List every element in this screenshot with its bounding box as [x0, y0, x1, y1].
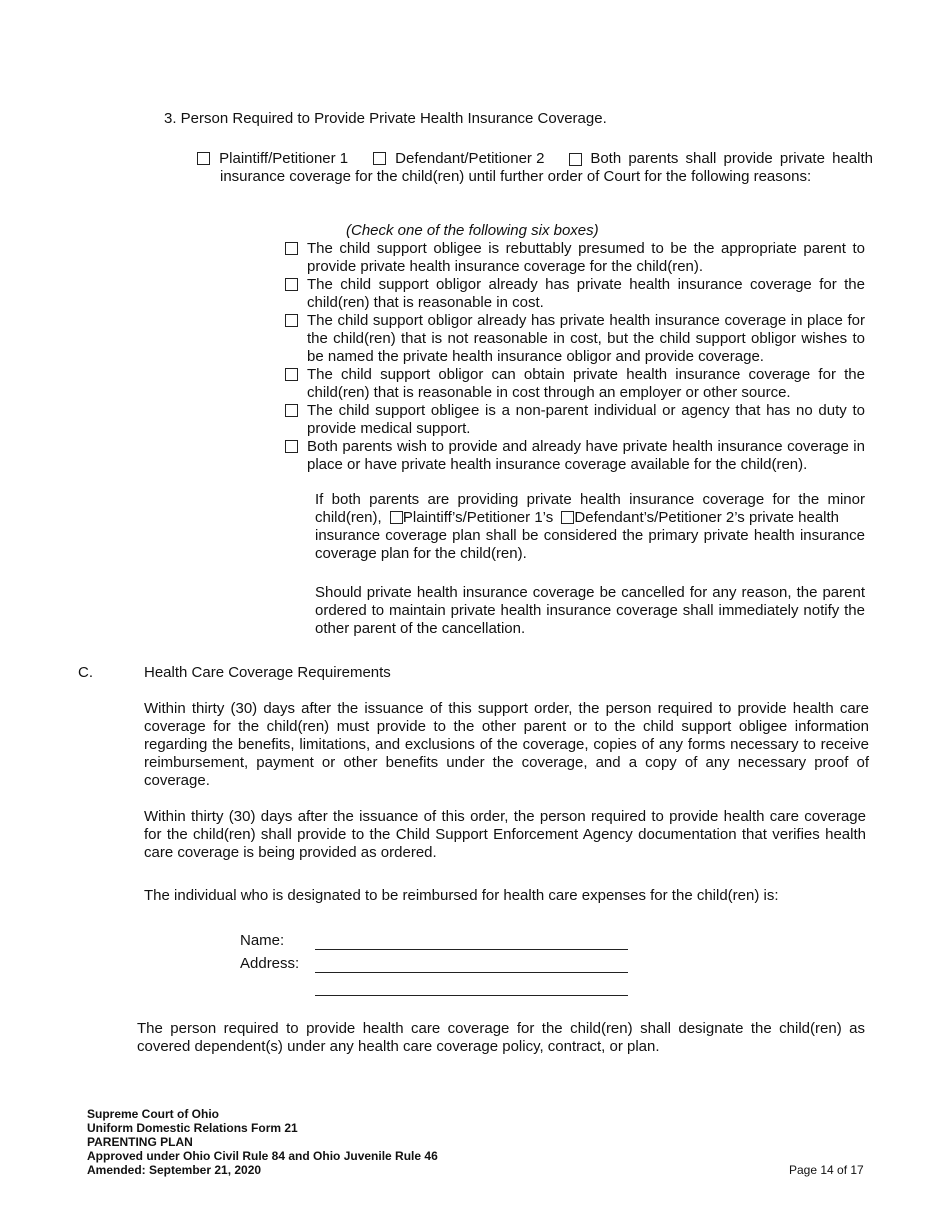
- responsible-party-row: [197, 150, 873, 168]
- both-parents-checkbox[interactable]: [569, 153, 582, 166]
- reason-text: Both parents wish to provide and already have private health insurance coverage in place or have private health insurance coverage available for the child(ren).: [307, 438, 865, 473]
- primary-plaintiff-checkbox[interactable]: [390, 511, 403, 524]
- footer-form: Uniform Domestic Relations Form 21: [87, 1121, 298, 1135]
- designate-paragraph: The person required to provide health care coverage for the child(ren) shall designate the child(ren) as covered dependent(s) under any health care coverage policy, contract, or plan.: [137, 1020, 865, 1055]
- reason-option: [285, 366, 865, 402]
- reason-checkbox[interactable]: [285, 440, 298, 453]
- address-field-line-2[interactable]: [315, 995, 628, 996]
- option-plaintiff: [197, 150, 348, 168]
- option-defendant: [373, 150, 544, 168]
- reason-text: The child support obligee is rebuttably presumed to be the appropriate parent to provide private health insurance coverage for the child(ren).: [307, 240, 865, 275]
- reason-option: [285, 438, 865, 474]
- primary-plan-rest: insurance coverage plan shall be considered the primary private health insurance coverage plan for the child(ren).: [315, 527, 865, 562]
- footer-approval: Approved under Ohio Civil Rule 84 and Ohio Juvenile Rule 46: [87, 1149, 438, 1163]
- defendant-checkbox[interactable]: [373, 152, 386, 165]
- section-c-letter: C.: [78, 664, 93, 681]
- footer-block: [87, 1107, 438, 1177]
- name-field-line[interactable]: [315, 949, 628, 950]
- primary-defendant-label: Defendant’s/Petitioner 2’s private health: [574, 509, 840, 526]
- primary-plan-paragraph: [315, 491, 865, 563]
- primary-plan-prefix: child(ren),: [315, 509, 382, 526]
- check-instruction: (Check one of the following six boxes): [346, 222, 599, 239]
- reason-checkbox[interactable]: [285, 278, 298, 291]
- reason-checkbox[interactable]: [285, 242, 298, 255]
- reason-text: The child support obligor already has private health insurance coverage in place for the child(ren) that is not reasonable in cost, but the child support obligor wishes to be named the private health insurance obligor and provide coverage.: [307, 312, 865, 365]
- both-parents-label: Both parents shall provide private health: [590, 150, 873, 167]
- cancellation-paragraph: Should private health insurance coverage be cancelled for any reason, the parent ordered to maintain private health insurance coverage shall immediately notify the other parent of the cancellation.: [315, 584, 865, 637]
- reason-text: The child support obligee is a non-parent individual or agency that has no duty to provide medical support.: [307, 402, 865, 437]
- reason-text: The child support obligor already has private health insurance coverage for the child(ren) that is reasonable in cost.: [307, 276, 865, 311]
- footer-court: Supreme Court of Ohio: [87, 1107, 219, 1121]
- responsible-party-options: [197, 150, 873, 186]
- reason-option: [285, 240, 865, 276]
- primary-plan-choice-line: [315, 509, 865, 527]
- reason-option: [285, 312, 865, 366]
- defendant-label: Defendant/Petitioner 2: [395, 150, 545, 167]
- option-both: [569, 150, 873, 168]
- reimburse-text: The individual who is designated to be reimbursed for health care expenses for the child(ren) is:: [144, 887, 779, 904]
- reason-option: [285, 276, 865, 312]
- both-parents-label-cont: insurance coverage for the child(ren) until further order of Court for the following reasons:: [220, 168, 812, 185]
- name-label: Name:: [240, 932, 285, 949]
- primary-plan-line1: If both parents are providing private health insurance coverage for the minor: [315, 491, 865, 508]
- page-number: Page 14 of 17: [789, 1163, 864, 1177]
- primary-defendant-checkbox[interactable]: [561, 511, 574, 524]
- reason-option: [285, 402, 865, 438]
- reason-text: The child support obligor can obtain private health insurance coverage for the child(ren) that is reasonable in cost through an employer or other source.: [307, 366, 865, 401]
- section-c-title: Health Care Coverage Requirements: [144, 664, 391, 681]
- section-3-heading: 3. Person Required to Provide Private Health Insurance Coverage.: [164, 110, 607, 127]
- primary-plaintiff-label: Plaintiff’s/Petitioner 1’s: [402, 509, 554, 526]
- reason-checkbox[interactable]: [285, 368, 298, 381]
- address-field-line-1[interactable]: [315, 972, 628, 973]
- plaintiff-checkbox[interactable]: [197, 152, 210, 165]
- footer-amended: Amended: September 21, 2020: [87, 1163, 262, 1177]
- address-label: Address:: [240, 955, 300, 972]
- reason-checkbox[interactable]: [285, 314, 298, 327]
- section-c-para1: Within thirty (30) days after the issuance of this support order, the person required to provide health care coverage for the child(ren) must provide to the other parent or to the child support obligee information regarding the benefits, limitations, and exclusions of the coverage, copies of any forms necessary to receive reimbursement, payment or other benefits under the coverage, and a copy of any necessary proof of coverage.: [144, 700, 869, 789]
- footer-form-title: PARENTING PLAN: [87, 1135, 193, 1149]
- reason-checkbox[interactable]: [285, 404, 298, 417]
- plaintiff-label: Plaintiff/Petitioner 1: [219, 150, 349, 167]
- section-c-para2: Within thirty (30) days after the issuance of this order, the person required to provide health care coverage for the child(ren) shall provide to the Child Support Enforcement Agency documentation that verifies health care coverage is being provided as ordered.: [144, 808, 866, 861]
